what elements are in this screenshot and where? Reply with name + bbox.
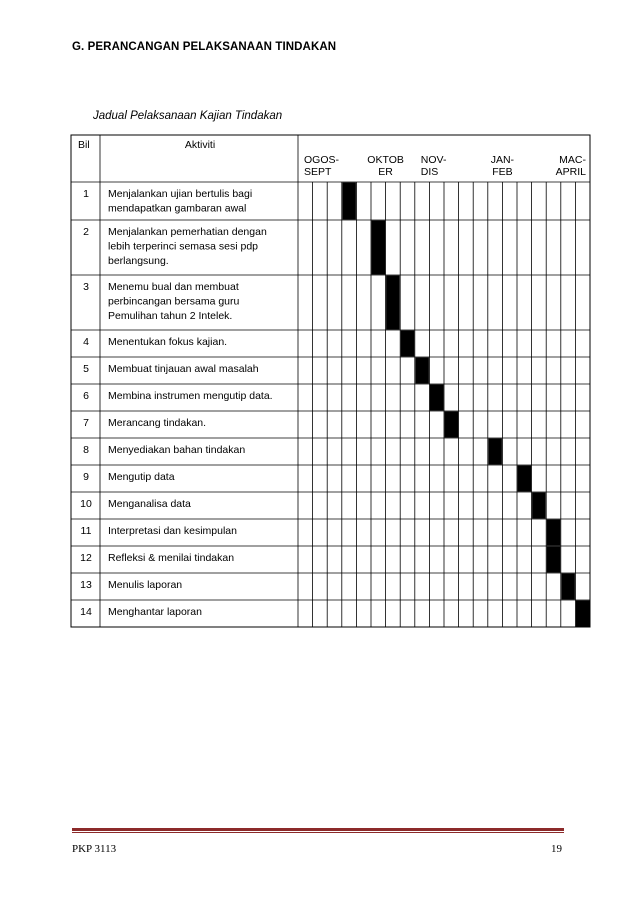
gantt-bar (401, 331, 415, 357)
period-header-label: DIS (420, 166, 439, 178)
period-header-label: NOV- (420, 154, 447, 166)
gantt-bar (561, 574, 575, 600)
row-activity-text: Menulis laporan (108, 579, 183, 591)
gantt-bar (415, 358, 429, 384)
row-activity-text: Merancang tindakan. (108, 417, 207, 429)
gantt-bar (576, 601, 590, 627)
gantt-bar (547, 520, 561, 546)
row-activity-text: Pemulihan tahun 2 Intelek. (108, 310, 233, 322)
row-activity-text: Mengutip data (108, 471, 175, 483)
row-bil-number: 3 (83, 281, 89, 293)
row-bil-number: 2 (83, 226, 89, 238)
gantt-bar (488, 439, 502, 465)
gantt-bar (445, 412, 459, 438)
row-activity-text: perbincangan bersama guru (108, 295, 240, 308)
table-caption: Jadual Pelaksanaan Kajian Tindakan (93, 110, 283, 122)
row-bil-number: 7 (83, 417, 89, 429)
row-bil-number: 14 (80, 606, 92, 618)
period-header-label: ER (378, 166, 393, 178)
gantt-bar (386, 276, 400, 330)
header-aktiviti: Aktiviti (184, 139, 216, 151)
footer-rule (72, 828, 564, 831)
row-bil-number: 11 (80, 525, 92, 537)
row-bil-number: 12 (80, 552, 92, 564)
gantt-bar (430, 385, 444, 411)
row-activity-text: Interpretasi dan kesimpulan (108, 525, 237, 537)
row-activity-text: Menyediakan bahan tindakan (108, 444, 246, 456)
row-bil-number: 5 (83, 363, 89, 375)
gantt-bar (547, 547, 561, 573)
period-header-label: MAC- (559, 154, 586, 166)
row-activity-text: Menjalankan pemerhatian dengan (108, 226, 267, 238)
gantt-bar (372, 221, 386, 275)
period-header-label: SEPT (304, 166, 332, 178)
row-bil-number: 6 (83, 390, 89, 402)
row-activity-text: lebih terperinci semasa sesi pdp (108, 240, 258, 253)
row-activity-text: Menentukan fokus kajian. (108, 336, 228, 348)
row-bil-number: 10 (80, 498, 92, 510)
period-header-label: OKTOB (367, 154, 404, 166)
row-activity-text: Membina instrumen mengutip data. (108, 390, 273, 402)
row-bil-number: 13 (80, 579, 92, 591)
row-activity-text: berlangsung. (108, 255, 169, 267)
row-activity-text: Menemu bual dan membuat (108, 281, 239, 293)
gantt-bar (518, 466, 532, 492)
row-activity-text: Menganalisa data (108, 498, 191, 510)
header-bil: Bil (78, 139, 90, 151)
row-activity-text: Menghantar laporan (108, 606, 202, 618)
row-bil-number: 9 (83, 471, 89, 483)
section-title: G. PERANCANGAN PELAKSANAAN TINDAKAN (72, 41, 337, 53)
row-activity-text: Menjalankan ujian bertulis bagi (108, 188, 253, 200)
row-bil-number: 4 (83, 336, 89, 348)
row-activity-text: Refleksi & menilai tindakan (108, 552, 235, 564)
footer-rule-thin (72, 832, 564, 833)
period-header-label: APRIL (555, 166, 586, 178)
period-header-label: FEB (492, 166, 513, 178)
row-activity-text: Membuat tinjauan awal masalah (108, 363, 259, 375)
period-header-label: OGOS- (304, 154, 340, 166)
footer-course-code: PKP 3113 (72, 843, 117, 855)
gantt-bar (532, 493, 546, 519)
row-bil-number: 8 (83, 444, 89, 456)
footer-page-number: 19 (551, 843, 562, 855)
period-header-label: JAN- (490, 154, 515, 166)
gantt-bar (342, 183, 356, 220)
row-bil-number: 1 (83, 188, 89, 200)
row-activity-text: mendapatkan gambaran awal (108, 202, 247, 215)
